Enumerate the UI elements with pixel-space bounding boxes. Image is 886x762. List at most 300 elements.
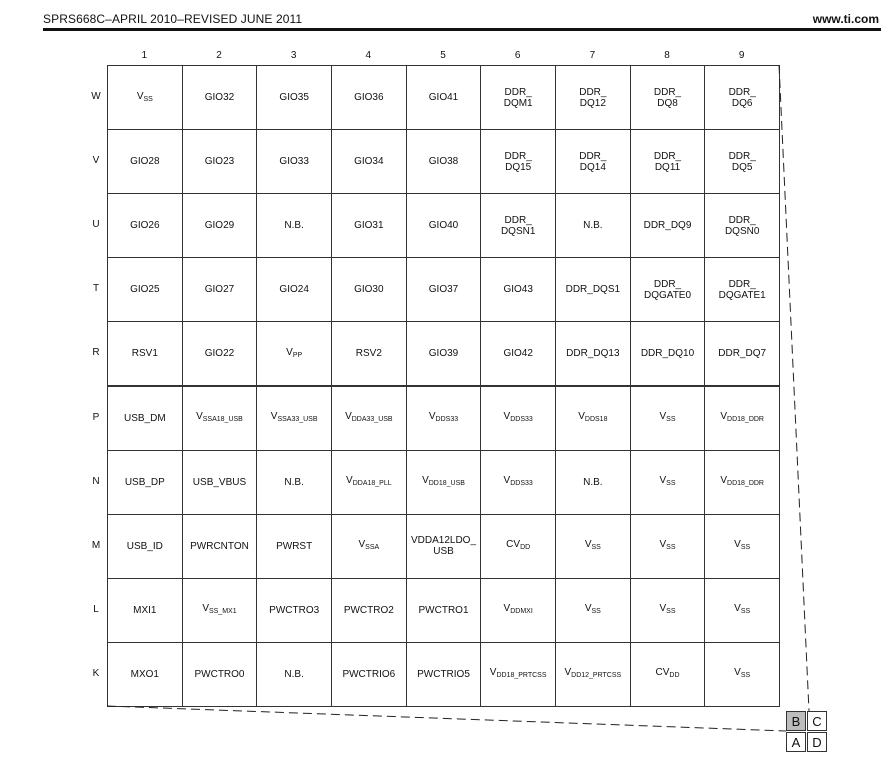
pin-name [419, 605, 469, 616]
pin-name [429, 348, 458, 359]
pin-name-text: V [489, 667, 497, 679]
pin-cell [256, 257, 332, 322]
pin-name [429, 284, 458, 295]
pin-name [130, 156, 159, 167]
header-rule [43, 28, 881, 31]
pin-cell [331, 65, 407, 130]
pin-name [734, 539, 750, 553]
pin-name-subscript: SS [666, 416, 676, 424]
pin-name [583, 477, 602, 488]
pin-cell [704, 514, 780, 579]
pin-cell [107, 65, 183, 130]
pin-cell [182, 129, 258, 194]
document-id: SPRS668C–APRIL 2010–REVISED JUNE 2011 [43, 12, 303, 26]
pin-cell [630, 321, 706, 386]
pin-name [284, 669, 303, 680]
pin-cell [555, 514, 631, 579]
pin-name [504, 87, 533, 109]
pin-name-text: PWCTRO3 [269, 604, 320, 616]
pin-name-text: N.B. [284, 476, 304, 488]
pin-name-text: GIO41 [428, 92, 459, 104]
pin-name-text: V [659, 539, 667, 551]
pin-cell [704, 193, 780, 258]
pin-cell [182, 642, 258, 707]
pin-name [202, 603, 236, 617]
pin-name [354, 156, 383, 167]
pin-cell [630, 193, 706, 258]
pin-cell [555, 65, 631, 130]
row-label: W [91, 91, 101, 103]
pin-name-text: DDR_DQ13 [566, 348, 620, 360]
pin-name [429, 411, 458, 425]
pin-cell [256, 129, 332, 194]
pin-name-subscript: DD18_DDR [727, 416, 764, 424]
pin-name-text: V [578, 411, 585, 423]
pin-name [356, 348, 382, 359]
pin-cell [480, 65, 556, 130]
pin-name-text: DDR_ DQ15 [504, 150, 532, 173]
pin-name-text: N.B. [583, 220, 603, 232]
pin-name-text: USB_ID [126, 540, 163, 552]
pin-name [417, 669, 470, 680]
pin-cell [182, 321, 258, 386]
pin-name-text: DDR_ DQ5 [728, 150, 756, 173]
pin-name-text: V [202, 603, 209, 615]
pin-name [190, 541, 249, 552]
pin-name-text: GIO33 [279, 156, 309, 168]
site-url[interactable]: www.ti.com [812, 12, 879, 26]
pin-cell [331, 321, 407, 386]
pin-name-text: DDR_DQ7 [718, 348, 767, 360]
pin-name [196, 411, 243, 425]
pin-name-text: PWCTRO0 [194, 668, 245, 680]
pin-name-subscript: SS [740, 544, 751, 552]
pin-name-subscript: DDS33 [435, 416, 459, 424]
pin-name [503, 348, 532, 359]
pin-name-text: DDR_ DQ8 [653, 86, 682, 109]
pin-name-subscript: SSA [365, 544, 380, 552]
pin-cell [256, 321, 332, 386]
pin-name [566, 284, 620, 295]
pin-name-subscript: SS [666, 480, 676, 488]
pin-cell [704, 129, 780, 194]
pin-cell [555, 321, 631, 386]
pin-name-text: DDR_DQ10 [640, 348, 695, 360]
pin-cell [704, 257, 780, 322]
pin-name-text: MXI1 [133, 604, 157, 616]
pin-cell [256, 450, 332, 515]
pin-cell [480, 514, 556, 579]
pin-name [133, 605, 156, 616]
pin-name-text: V [422, 475, 429, 487]
pin-name-text: GIO42 [503, 348, 533, 360]
pin-cell [406, 65, 482, 130]
pin-cell [107, 386, 183, 451]
quadrant-a: A [786, 732, 806, 752]
pin-cell [555, 193, 631, 258]
pin-name-text: V [503, 411, 511, 423]
pin-cell [555, 642, 631, 707]
pin-name [279, 284, 308, 295]
pin-name [279, 92, 308, 103]
pin-name-text: GIO40 [428, 220, 459, 232]
pin-name [130, 284, 159, 295]
column-label: 3 [290, 50, 297, 61]
pin-cell [406, 129, 482, 194]
pin-cell [555, 257, 631, 322]
pin-cell [107, 129, 183, 194]
quadrant-b: B [786, 711, 806, 731]
pin-name [503, 284, 532, 295]
pin-name [490, 667, 547, 681]
quadrant-c: C [807, 711, 827, 731]
pin-name-text: CV [506, 539, 521, 551]
pin-name-text: DDR_DQ9 [643, 220, 692, 232]
pin-name [354, 284, 383, 295]
pin-cell [480, 193, 556, 258]
pin-name-subscript: SS_MX1 [209, 608, 237, 616]
pin-cell [480, 578, 556, 643]
pin-name [205, 220, 234, 231]
pin-cell [480, 257, 556, 322]
pin-name-text: PWCTRO1 [418, 604, 469, 616]
pin-cell [331, 386, 407, 451]
pin-name-subscript: DD18_PRTCSS [496, 672, 547, 680]
pin-cell [331, 129, 407, 194]
pin-cell [704, 450, 780, 515]
pin-cell [630, 386, 706, 451]
pin-name [564, 667, 621, 681]
pin-name [276, 541, 312, 552]
pin-name [125, 477, 165, 488]
pin-name [729, 151, 756, 173]
pin-name [585, 603, 601, 617]
pin-name [660, 539, 676, 553]
column-label: 2 [216, 50, 222, 61]
pin-name-text: DDR_ DQ11 [653, 150, 682, 173]
pin-cell [331, 642, 407, 707]
pin-cell [182, 193, 258, 258]
pin-name-text: GIO43 [503, 284, 533, 296]
pin-name-text: N.B. [284, 220, 304, 232]
pin-name [286, 347, 302, 361]
pin-name-subscript: PP [292, 351, 303, 359]
pin-cell [182, 65, 258, 130]
column-label: 6 [514, 50, 521, 61]
pin-name-text: GIO37 [428, 284, 459, 296]
pin-name-text: V [564, 667, 572, 679]
pin-name [579, 151, 606, 173]
pin-name [137, 91, 153, 105]
pin-name [279, 156, 308, 167]
pin-name-text: V [196, 411, 203, 423]
row-label: P [92, 411, 100, 423]
pin-cell [331, 514, 407, 579]
pin-cell [630, 257, 706, 322]
pin-name-subscript: SS [666, 608, 676, 616]
pin-name [660, 475, 676, 489]
pin-cell [331, 578, 407, 643]
pin-name [346, 475, 392, 489]
pin-cell [704, 578, 780, 643]
pin-name [654, 87, 681, 109]
pin-cell [555, 129, 631, 194]
pin-cell [630, 578, 706, 643]
pin-name [654, 151, 681, 173]
pin-name-text: V [270, 411, 278, 423]
pin-name [504, 475, 533, 489]
pin-name [506, 539, 530, 553]
pin-name [127, 541, 163, 552]
pin-name [269, 605, 319, 616]
pin-name-subscript: SS [740, 672, 751, 680]
pin-name-text: DDR_ DQGATE1 [718, 278, 766, 301]
pin-name-subscript: DDMXI [510, 608, 533, 616]
pin-name [205, 284, 234, 295]
pin-name-subscript: DD18_DDR [727, 480, 764, 488]
pin-name [504, 603, 533, 617]
pin-name-text: DDR_ DQSN0 [724, 214, 760, 237]
pin-name-text: V [659, 475, 667, 487]
pin-cell [406, 514, 482, 579]
pin-name-text: V [503, 475, 511, 487]
pin-name-subscript: SS [740, 608, 751, 616]
pin-name-text: V [503, 603, 511, 615]
row-label: V [92, 155, 100, 167]
pin-name [429, 156, 458, 167]
pin-name-text: DDR_ DQ14 [579, 150, 607, 173]
pin-name-text: GIO39 [428, 348, 459, 360]
pin-name [284, 477, 303, 488]
pin-name-text: GIO23 [204, 156, 235, 168]
pin-name-text: RSV1 [131, 348, 158, 360]
pin-name-text: GIO28 [130, 156, 160, 168]
column-label: 9 [738, 50, 745, 61]
pin-name-text: GIO22 [204, 348, 235, 360]
pin-name [205, 348, 234, 359]
pin-name-subscript: SS [591, 544, 601, 552]
pin-name-text: PWCTRIO5 [417, 668, 470, 680]
pin-name-text: PWCTRO2 [343, 604, 394, 616]
pin-cell [704, 65, 780, 130]
pin-cell [630, 65, 706, 130]
pin-cell [406, 257, 482, 322]
pin-cell [406, 321, 482, 386]
pin-cell [331, 193, 407, 258]
pin-cell [704, 642, 780, 707]
pin-name-text: PWRST [276, 540, 313, 552]
pin-name-text: GIO36 [354, 92, 384, 104]
pin-name [660, 603, 676, 617]
pin-name [583, 220, 602, 231]
quadrant-key [786, 711, 828, 753]
pin-name-subscript: SS [591, 608, 601, 616]
pin-name [124, 413, 166, 424]
pin-name [734, 603, 750, 617]
pin-cell [256, 514, 332, 579]
pin-name [411, 535, 476, 557]
pin-cell [480, 129, 556, 194]
pin-cell [256, 642, 332, 707]
pin-name-text: DDR_ DQ12 [579, 86, 607, 109]
pin-name-text: V [286, 346, 293, 358]
pin-name-text: USB_DP [124, 476, 165, 488]
pin-name-text: V [584, 539, 592, 551]
quadrant-d: D [807, 732, 827, 752]
pin-name [504, 411, 533, 425]
pin-cell [555, 450, 631, 515]
column-label: 5 [440, 50, 446, 61]
pin-name-subscript: SS [666, 544, 676, 552]
pin-name [429, 92, 458, 103]
pin-name [578, 411, 607, 425]
pin-name-text: V [346, 475, 353, 487]
pin-name-text: PWRCNTON [190, 540, 249, 552]
pin-name-text: DDR_ DQGATE0 [643, 278, 692, 301]
pin-name [205, 156, 234, 167]
callout-line-bottom [107, 706, 786, 731]
pin-name-text: V [734, 603, 741, 615]
pin-name-text: V [659, 603, 667, 615]
pin-name-text: N.B. [583, 476, 603, 488]
pin-name-subscript: SS [143, 95, 153, 103]
pin-name-text: V [584, 603, 592, 615]
pin-name-text: USB_VBUS [192, 476, 247, 488]
pin-name [422, 475, 465, 489]
pin-cell [406, 450, 482, 515]
pin-cell [406, 386, 482, 451]
column-label: 4 [365, 50, 372, 61]
pin-name-text: V [358, 539, 366, 551]
pin-cell [107, 321, 183, 386]
pin-name-text: GIO32 [204, 92, 235, 104]
pin-name [194, 669, 244, 680]
pin-name [193, 477, 246, 488]
pin-cell [480, 642, 556, 707]
pin-cell [107, 450, 183, 515]
pin-cell [256, 578, 332, 643]
pin-name [579, 87, 606, 109]
pin-name [358, 539, 379, 553]
pin-name-text: PWCTRIO6 [342, 668, 396, 680]
pin-name [345, 411, 393, 425]
row-label: L [93, 603, 99, 615]
row-label: M [91, 539, 101, 551]
pin-name-text: V [734, 539, 741, 551]
row-label: U [92, 219, 100, 231]
pin-cell [555, 578, 631, 643]
pin-name-text: GIO31 [354, 220, 384, 232]
pin-cell [704, 321, 780, 386]
pin-name-text: GIO26 [130, 220, 160, 232]
pin-name-subscript: DDS33 [510, 480, 533, 488]
pin-name [501, 215, 535, 237]
pin-cell [480, 386, 556, 451]
pin-cell [630, 129, 706, 194]
pin-name-text: GIO27 [204, 284, 235, 296]
pin-name-subscript: SSA18_USB [202, 416, 243, 424]
pin-name [132, 348, 158, 359]
pin-name-subscript: SSA33_USB [277, 416, 318, 424]
pin-cell [480, 321, 556, 386]
pin-cell [406, 193, 482, 258]
pin-name-text: GIO38 [428, 156, 459, 168]
pin-name [271, 411, 318, 425]
pin-cell [182, 578, 258, 643]
row-label: T [92, 283, 100, 295]
pin-name-text: V [720, 411, 728, 423]
pin-cell [107, 514, 183, 579]
pin-name-subscript: DDA18_PLL [352, 480, 392, 488]
pin-name [660, 411, 676, 425]
pin-name-text: V [345, 411, 352, 423]
pin-name [284, 220, 303, 231]
pin-name [734, 667, 750, 681]
pin-cell [555, 386, 631, 451]
pin-cell [406, 642, 482, 707]
pin-name-text: MXO1 [130, 668, 159, 680]
pin-name-subscript: DDA33_USB [351, 416, 393, 424]
pin-cell [331, 450, 407, 515]
pin-cell [182, 450, 258, 515]
pin-name-text: DDR_ DQSN1 [500, 214, 536, 237]
pin-name [130, 220, 159, 231]
pin-name-text: RSV2 [355, 348, 382, 360]
pin-cell [182, 514, 258, 579]
pin-name [729, 87, 756, 109]
pin-name-text: VDDA12LDO_ USB [410, 535, 477, 558]
pin-name [725, 215, 759, 237]
pin-name-text: V [659, 411, 667, 423]
pin-name [719, 279, 766, 301]
row-label: N [92, 475, 100, 487]
pin-cell [107, 642, 183, 707]
pin-cell [331, 257, 407, 322]
pin-name [656, 667, 680, 681]
pin-name-text: V [428, 411, 436, 423]
column-label: 8 [664, 50, 670, 61]
pin-name-text: V [720, 475, 728, 487]
pin-name-subscript: DDS33 [510, 416, 533, 424]
pin-cell [704, 386, 780, 451]
pin-name [429, 220, 458, 231]
pin-name-subscript: DD18_USB [428, 480, 465, 488]
pin-name-text: N.B. [284, 668, 304, 680]
pin-name [644, 279, 691, 301]
pin-cell [406, 578, 482, 643]
pin-name-subscript: DDS18 [584, 416, 608, 424]
pin-name [344, 605, 394, 616]
pin-name-text: GIO35 [279, 92, 309, 104]
pin-cell [256, 193, 332, 258]
pin-name-text: V [734, 667, 741, 679]
pin-name-text: GIO25 [130, 284, 160, 296]
pin-name-text: DDR_DQS1 [565, 284, 621, 296]
pin-cell [630, 642, 706, 707]
pin-name [641, 348, 694, 359]
pin-name [718, 348, 766, 359]
row-label: R [92, 347, 100, 359]
pin-name-text: V [136, 90, 144, 102]
pin-name [354, 220, 383, 231]
column-label: 7 [589, 50, 596, 61]
pin-name [566, 348, 619, 359]
pin-name-subscript: DD [669, 672, 680, 680]
pin-name [585, 539, 601, 553]
pin-name [505, 151, 532, 173]
pin-cell [182, 386, 258, 451]
pin-name [131, 669, 159, 680]
